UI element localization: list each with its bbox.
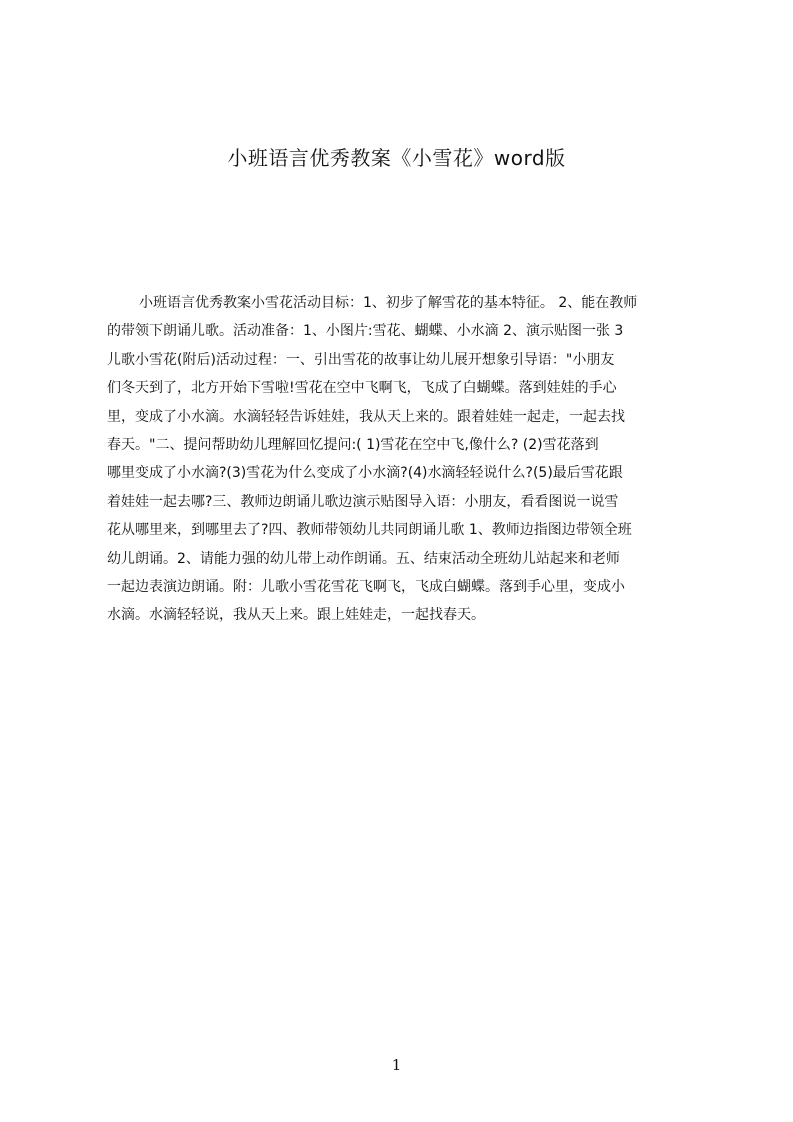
body-line: 哪里变成了小水滴?(3)雪花为什么变成了小水滴?(4)水滴轻轻说什么?(5)最后雪花跟 [107, 465, 623, 482]
body-line: 水滴。水滴轻轻说，我从天上来。跟上娃娃走，一起找春天。 [107, 607, 485, 624]
document-title: 小班语言优秀教案《小雪花》word版 [227, 146, 566, 170]
body-line: 花从哪里来，到哪里去了?四、教师带领幼儿共同朗诵儿歌 1、教师边指图边带领全班 [107, 522, 632, 539]
document-body [107, 289, 697, 630]
page-number: 1 [391, 1056, 402, 1074]
body-line: 一起边表演边朗诵。附：儿歌小雪花雪花飞啊飞，飞成白蝴蝶。落到手心里，变成小 [107, 578, 625, 595]
body-line: 小班语言优秀教案小雪花活动目标：1、初步了解雪花的基本特征。 2、能在教师 [139, 295, 638, 311]
body-line: 幼儿朗诵。2、请能力强的幼儿带上动作朗诵。五、结束活动全班幼儿站起来和老师 [107, 550, 620, 567]
body-line: 里，变成了小水滴。水滴轻轻告诉娃娃，我从天上来的。跟着娃娃一起走，一起去找 [107, 408, 625, 425]
body-line: 着娃娃一起去哪?三、教师边朗诵儿歌边演示贴图导入语：小朋友，看看图说一说雪 [107, 493, 619, 510]
body-line: 们冬天到了，北方开始下雪啦!雪花在空中飞啊飞，飞成了白蝴蝶。落到娃娃的手心 [107, 380, 617, 397]
body-line: 儿歌小雪花(附后)活动过程：一、引出雪花的故事让幼儿展开想象引导语："小朋友 [107, 351, 615, 368]
body-line: 的带领下朗诵儿歌。活动准备：1、小图片:雪花、蝴蝶、小水滴 2、演示贴图一张 3 [107, 323, 624, 340]
body-line: 春天。"二、提问帮助幼儿理解回忆提问:( 1)雪花在空中飞,像什么? (2)雪花落到 [107, 436, 599, 453]
